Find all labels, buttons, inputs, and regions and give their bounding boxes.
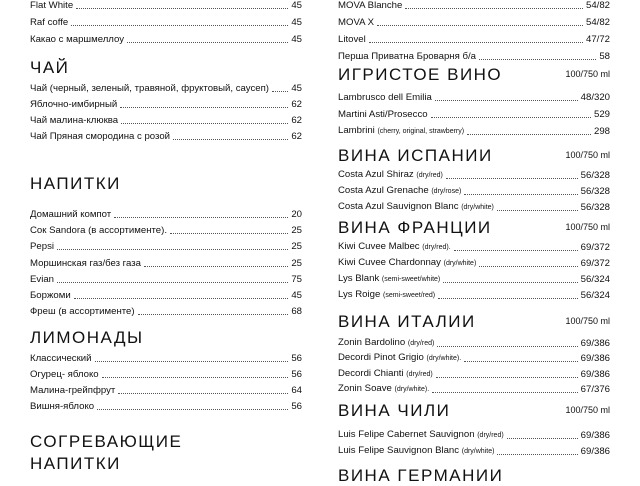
- menu-item: [338, 336, 610, 350]
- dot-leader: [435, 100, 578, 101]
- item-name: [338, 445, 494, 458]
- menu-item: [30, 351, 302, 365]
- menu-item: [338, 200, 610, 214]
- dot-leader: [121, 123, 288, 124]
- item-name: [30, 385, 115, 397]
- item-price: 45: [291, 290, 302, 301]
- item-name-text: MOVA X: [338, 17, 375, 28]
- dot-leader: [432, 392, 577, 393]
- item-name-text: Lambrini: [338, 125, 375, 136]
- dot-leader: [170, 233, 288, 234]
- item-price: 45: [291, 0, 302, 11]
- section-volume: 100/750 ml: [565, 150, 610, 160]
- item-price: 62: [291, 99, 302, 110]
- item-name: [338, 51, 476, 63]
- menu-item: [30, 129, 302, 143]
- item-name: [338, 34, 366, 46]
- item-price: 48/320: [580, 92, 610, 103]
- item-name: [30, 274, 54, 286]
- item-name: [338, 201, 494, 214]
- menu-item: [30, 304, 302, 318]
- item-price: 62: [291, 115, 302, 126]
- dot-leader: [173, 139, 288, 140]
- section-heading: [338, 401, 610, 421]
- menu-item: [30, 383, 302, 397]
- item-name-text: Decordi Pinot Grigio: [338, 352, 424, 364]
- dot-leader: [454, 250, 578, 251]
- item-name: [338, 257, 476, 270]
- item-price: 56/328: [580, 202, 610, 213]
- menu-item: [30, 81, 302, 95]
- menu-item: [30, 97, 302, 111]
- item-name: [30, 131, 170, 143]
- dot-leader: [95, 361, 289, 362]
- item-price: 64: [291, 385, 302, 396]
- section-heading: [30, 174, 302, 194]
- item-name: [30, 241, 54, 253]
- item-name: [30, 290, 71, 302]
- item-price: 67/376: [580, 383, 610, 395]
- dot-leader: [114, 217, 288, 218]
- item-name-text: Pepsi: [30, 241, 54, 253]
- item-name: [30, 17, 68, 29]
- menu-item: [30, 239, 302, 253]
- item-price: 25: [291, 257, 302, 269]
- dot-leader: [438, 298, 578, 299]
- item-name-text: Lys Blank: [338, 273, 380, 284]
- item-name: [30, 401, 94, 413]
- dot-leader: [102, 377, 289, 378]
- item-price: 75: [291, 273, 302, 285]
- item-price: 69/372: [580, 242, 610, 253]
- item-price: 58: [599, 51, 610, 62]
- section-volume: 100/750 ml: [565, 405, 610, 415]
- item-name: [338, 125, 464, 138]
- dot-leader: [431, 117, 591, 118]
- item-price: 25: [291, 241, 302, 253]
- item-name: [338, 185, 461, 198]
- dot-leader: [464, 194, 577, 195]
- section-heading: [338, 65, 610, 85]
- item-name-text: Вишня-яблоко: [30, 401, 95, 412]
- section-title: ЛИМОНАДЫ: [30, 328, 144, 347]
- item-name-text: Evian: [30, 273, 54, 285]
- menu-item: [30, 223, 302, 237]
- item-name-text: Чай малина-клюква: [30, 115, 119, 126]
- item-name: [30, 306, 135, 318]
- dot-leader: [464, 361, 578, 362]
- section-heading: [338, 146, 610, 166]
- item-price: 69/386: [580, 338, 610, 349]
- menu-item: [30, 15, 302, 29]
- item-price: 62: [291, 131, 302, 142]
- menu-item: [338, 0, 610, 12]
- item-name-text: Lambrusco dell Emilia: [338, 92, 432, 103]
- menu-item: [338, 168, 610, 182]
- section-title: ВИНА ИТАЛИИ: [338, 312, 476, 331]
- item-name-text: Сок Sandora (в ассортименте).: [30, 225, 167, 237]
- item-note: (dry/red): [416, 172, 443, 179]
- item-name-text: Zonin Bardolino: [338, 337, 406, 348]
- menu-item: [30, 256, 302, 270]
- item-name-text: Costa Azul Sauvignon Blanc: [338, 201, 459, 212]
- section-heading: [30, 454, 302, 474]
- item-price: 54/82: [585, 0, 610, 11]
- menu-item: [30, 113, 302, 127]
- item-name: [338, 368, 433, 381]
- dot-leader: [97, 409, 288, 410]
- item-name-text: Домашний компот: [30, 209, 112, 220]
- item-note: (semi-sweet/red): [382, 292, 436, 299]
- dot-leader: [369, 42, 583, 43]
- item-name-text: Огурец- яблоко: [30, 369, 99, 380]
- item-note: (semi-sweet/white): [381, 276, 441, 283]
- menu-item: [30, 367, 302, 381]
- dot-leader: [57, 282, 288, 283]
- item-name-text: Боржоми: [30, 290, 71, 301]
- dot-leader: [118, 393, 288, 394]
- menu-item: [338, 184, 610, 198]
- item-price: 25: [291, 225, 302, 237]
- section-title: ИГРИСТОЕ ВИНО: [338, 65, 503, 84]
- dot-leader: [497, 210, 578, 211]
- dot-leader: [138, 314, 289, 315]
- item-name: [30, 225, 167, 237]
- section-heading: [338, 312, 610, 332]
- item-name-text: MOVA Blanche: [338, 0, 403, 11]
- item-name: [30, 258, 141, 270]
- menu-item: [30, 32, 302, 46]
- item-name-text: Классический: [30, 353, 92, 364]
- item-note: (dry/rose): [431, 188, 462, 195]
- dot-leader: [76, 8, 288, 9]
- dot-leader: [497, 454, 577, 455]
- item-note: (dry/red).: [422, 244, 451, 251]
- item-price: 45: [291, 83, 302, 94]
- item-name: [30, 34, 124, 46]
- menu-item: [338, 382, 610, 396]
- item-price: 69/386: [580, 368, 610, 380]
- item-name-text: Моршинская газ/без газа: [30, 257, 141, 269]
- menu-item: [338, 15, 610, 29]
- section-heading: [30, 58, 302, 78]
- item-name: [338, 109, 428, 121]
- item-price: 47/72: [585, 34, 610, 45]
- dot-leader: [479, 266, 577, 267]
- item-name-text: Martini Asti/Prosecco: [338, 109, 428, 120]
- section-title: ЧАЙ: [30, 58, 70, 77]
- item-note: (dry/white): [461, 448, 495, 455]
- item-name: [338, 17, 374, 29]
- item-note: (dry/red): [407, 340, 435, 347]
- item-price: 69/386: [580, 446, 610, 457]
- item-price: 69/386: [580, 353, 610, 365]
- menu-item: [338, 367, 610, 381]
- item-name: [338, 241, 451, 254]
- section-title: СОГРЕВАЮЩИЕ: [30, 432, 183, 451]
- item-name-text: Яблочно-имбирный: [30, 99, 118, 110]
- item-name-text: Luis Felipe Sauvignon Blanc: [338, 445, 460, 456]
- menu-item: [338, 240, 610, 254]
- menu-item: [338, 444, 610, 458]
- item-price: 54/82: [585, 17, 610, 28]
- section-title: НАПИТКИ: [30, 174, 121, 193]
- item-name-text: Чай Пряная смородина с розой: [30, 131, 171, 142]
- menu-item: [338, 90, 610, 104]
- item-price: 56/324: [580, 274, 610, 285]
- item-name-text: Kiwi Cuvee Chardonnay: [338, 257, 441, 268]
- item-price: 45: [291, 34, 302, 45]
- item-name-text: Costa Azul Grenache: [338, 185, 429, 196]
- item-price: 56: [291, 401, 302, 412]
- dot-leader: [377, 25, 583, 26]
- section-heading: [30, 328, 302, 348]
- dot-leader: [479, 59, 596, 60]
- section-volume: 100/750 ml: [565, 69, 610, 79]
- item-name-text: Zonin Soave: [338, 382, 392, 394]
- item-name-text: Raf coffe: [30, 17, 69, 28]
- item-name-text: Kiwi Cuvee Malbec: [338, 241, 420, 252]
- item-price: 298: [593, 126, 610, 137]
- item-name: [30, 99, 117, 111]
- dot-leader: [127, 42, 288, 43]
- item-price: 56/324: [580, 290, 610, 301]
- item-name-text: Перша Приватна Броварня б/а: [338, 51, 476, 62]
- section-heading: [338, 218, 610, 238]
- menu-item: [338, 124, 610, 138]
- menu-item: [30, 399, 302, 413]
- item-price: 20: [291, 209, 302, 220]
- item-name-text: Фреш (в ассортименте): [30, 306, 135, 318]
- item-name: [338, 337, 434, 350]
- item-name-text: Decordi Chianti: [338, 367, 404, 379]
- dot-leader: [74, 298, 289, 299]
- item-name-text: Costa Azul Shiraz: [338, 169, 414, 180]
- item-price: 56: [291, 353, 302, 364]
- item-name: [338, 383, 429, 396]
- section-title: НАПИТКИ: [30, 454, 121, 473]
- item-price: 56: [291, 369, 302, 380]
- section-title: ВИНА ИСПАНИИ: [338, 146, 493, 165]
- item-name: [338, 289, 435, 302]
- menu-item: [338, 272, 610, 286]
- item-note: (dry/white).: [394, 385, 430, 393]
- item-price: 69/372: [580, 258, 610, 269]
- item-name: [338, 92, 432, 104]
- section-title: ВИНА ЧИЛИ: [338, 401, 451, 420]
- dot-leader: [272, 91, 288, 92]
- item-name: [30, 369, 99, 381]
- item-name: [30, 209, 111, 221]
- dot-leader: [120, 107, 288, 108]
- section-title: ВИНА ГЕРМАНИИ: [338, 466, 504, 485]
- section-heading: [30, 432, 302, 452]
- dot-leader: [507, 438, 578, 439]
- section-volume: 100/750 ml: [565, 222, 610, 232]
- item-name-text: Чай (черный, зеленый, травяной, фруктовый, саусеп): [30, 83, 269, 94]
- item-note: (dry/red): [477, 432, 504, 439]
- menu-item: [338, 49, 610, 63]
- menu-item: [338, 256, 610, 270]
- dot-leader: [144, 266, 288, 267]
- dot-leader: [436, 377, 578, 378]
- item-note: (dry/white): [461, 204, 494, 211]
- item-name: [338, 352, 461, 365]
- menu-item: [30, 288, 302, 302]
- item-name: [338, 169, 443, 182]
- menu-item: [30, 207, 302, 221]
- section-heading: [338, 466, 610, 486]
- item-name-text: Какао с маршмеллоу: [30, 34, 125, 45]
- item-price: 56/328: [580, 186, 610, 197]
- item-name-text: Litovel: [338, 34, 366, 45]
- menu-item: [338, 428, 610, 442]
- item-price: 529: [593, 109, 610, 120]
- menu-item: [30, 0, 302, 12]
- item-price: 45: [291, 17, 302, 28]
- menu-item: [338, 351, 610, 365]
- menu-item: [338, 288, 610, 302]
- dot-leader: [437, 346, 577, 347]
- menu-item: [338, 107, 610, 121]
- item-name: [338, 429, 504, 442]
- item-name: [30, 0, 73, 12]
- dot-leader: [443, 282, 577, 283]
- item-price: 68: [291, 306, 302, 318]
- item-name-text: Малина-грейпфрут: [30, 385, 116, 396]
- item-note: (dry/red): [406, 370, 433, 378]
- dot-leader: [446, 178, 578, 179]
- item-note: (dry/white): [443, 260, 477, 267]
- item-name: [30, 353, 92, 365]
- menu-item: [30, 272, 302, 286]
- item-price: 56/328: [580, 170, 610, 181]
- section-title: ВИНА ФРАНЦИИ: [338, 218, 492, 237]
- item-price: 69/386: [580, 430, 610, 441]
- item-name: [338, 0, 402, 12]
- item-note: (cherry, original, strawberry): [377, 128, 465, 135]
- item-name-text: Luis Felipe Cabernet Sauvignon: [338, 429, 475, 440]
- item-name-text: Flat White: [30, 0, 74, 11]
- item-name: [30, 115, 118, 127]
- dot-leader: [57, 249, 288, 250]
- item-name-text: Lys Roige: [338, 289, 381, 300]
- item-name: [30, 83, 269, 95]
- item-note: (dry/white).: [426, 355, 462, 363]
- dot-leader: [467, 134, 591, 135]
- item-name: [338, 273, 440, 286]
- section-volume: 100/750 ml: [565, 316, 610, 326]
- dot-leader: [405, 8, 583, 9]
- menu-item: [338, 32, 610, 46]
- dot-leader: [71, 25, 288, 26]
